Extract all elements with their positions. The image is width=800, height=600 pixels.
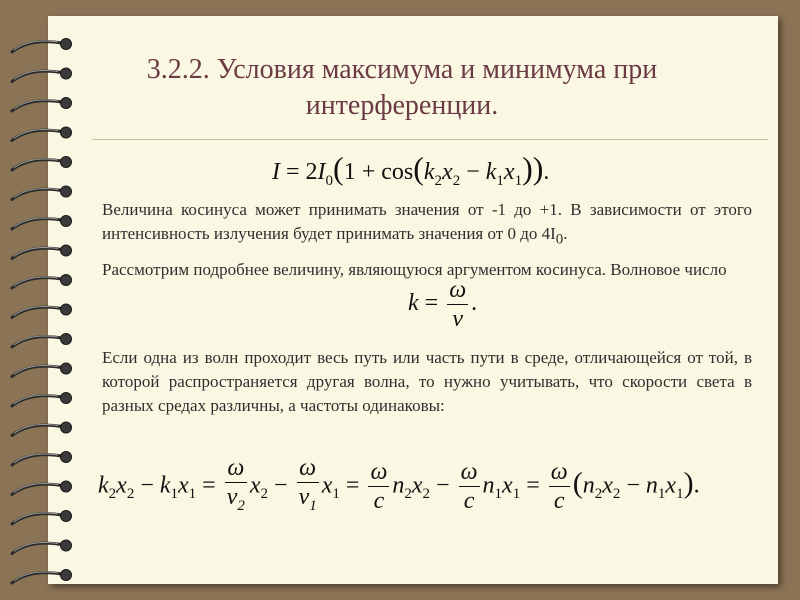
spiral-binding <box>0 0 90 600</box>
spiral-binding-ring <box>12 511 72 525</box>
spiral-binding-ring <box>12 98 72 112</box>
spiral-binding-ring <box>12 393 72 407</box>
phase-difference-formula: $k_2x_2 - k_1x_1$ = $\frac{\omega}{v_2}$ $x_2$ − $\frac{\omega}{v_1}$ $x_1$ = $\frac{\omega}{c}$ $n_2x_2$ − $\frac{\omega}{c}$ $n_1x_1$ = $\frac{\omega}{c}$ $(n_2x_2 - n_1x_1)$. <box>98 455 700 515</box>
spiral-binding-ring <box>12 68 72 82</box>
spiral-binding-ring <box>12 334 72 348</box>
slide-title: 3.2.2. Условия максимума и минимума при интерференции. <box>146 54 658 121</box>
spiral-binding-ring <box>12 275 72 289</box>
spiral-binding-ring <box>12 422 72 436</box>
paragraph-media: Если одна из волн проходит весь путь или часть пути в среде, отличающейся от той, в которой распространяется другая волна, то нужно учитывать, что скорости света в разных средах различны, а частоты одинаковы: <box>102 348 752 415</box>
intensity-formula: $I = 2I_0(1 + \cos(k_2x_2 - k_1x_1))$. <box>272 150 550 189</box>
spiral-binding-ring <box>12 481 72 495</box>
spiral-binding-ring <box>12 186 72 200</box>
spiral-binding-ring <box>12 540 72 554</box>
spiral-binding-ring <box>12 39 72 53</box>
spiral-binding-ring <box>12 216 72 230</box>
spiral-binding-ring <box>12 304 72 318</box>
spiral-binding-ring <box>12 452 72 466</box>
title-divider <box>92 139 768 140</box>
spiral-binding-ring <box>12 245 72 259</box>
wave-number-formula: k = $\frac{\omega}{v}$ . <box>408 277 478 332</box>
paragraph-cosine-range: Величина косинуса может принимать значения от -1 до +1. В зависимости от этого интенсивность излучения будет принимать значения от 0 до $4I_0$. <box>102 200 752 248</box>
spiral-binding-ring <box>12 570 72 584</box>
spiral-binding-ring <box>12 363 72 377</box>
paragraph-wave-number-intro: Рассмотрим подробнее величину, являющуюся аргументом косинуса. Волновое число <box>102 260 727 279</box>
spiral-binding-ring <box>12 127 72 141</box>
spiral-binding-ring <box>12 157 72 171</box>
